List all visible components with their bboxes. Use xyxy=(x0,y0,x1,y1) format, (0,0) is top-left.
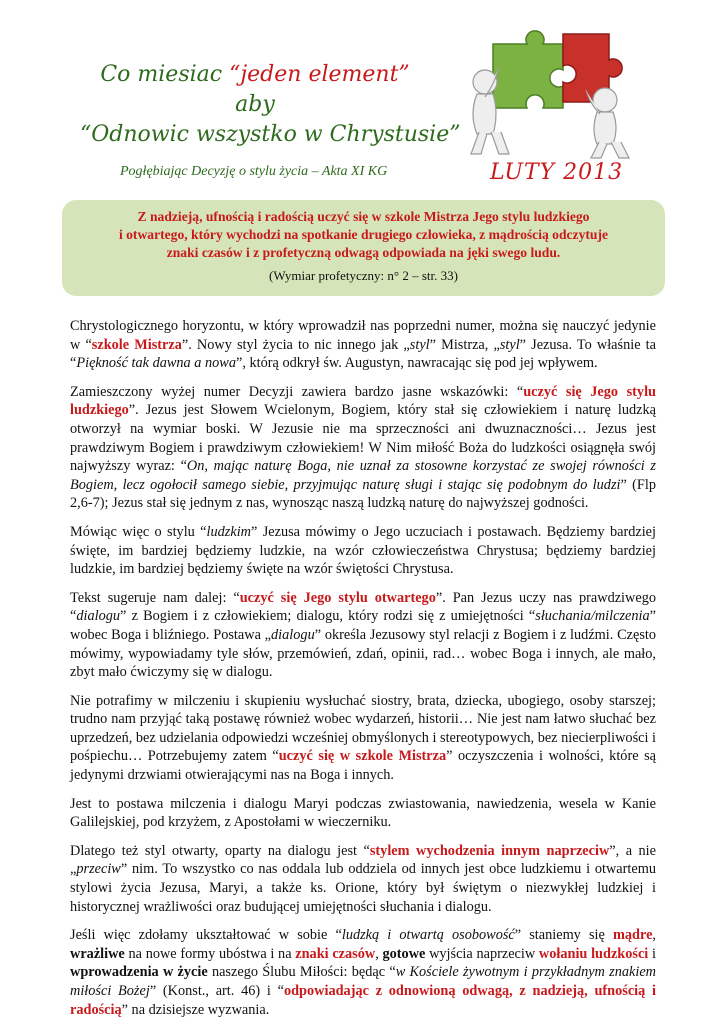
italic-run: On, mając naturę Boga, nie uznał za stosowne korzystać ze swojej równości z Bogiem, lecz ogołocił samego siebie, przyjmując naturę sługi i stając się podobnym do ludzi xyxy=(70,458,656,493)
text-run: ”, którą odkrył św. Augustyn, nawracając się pod jej wpływem. xyxy=(236,355,598,372)
text-run: , xyxy=(375,945,383,962)
keyword-highlight: mądre xyxy=(612,927,653,944)
text-run: Dlatego też styl otwarty, oparty na dialogu jest “ xyxy=(70,842,370,859)
header-title-line1 xyxy=(80,62,430,87)
keyword-highlight: uczyć się w szkole Mistrza xyxy=(278,748,447,765)
text-run: ” (Konst., art. 46) i “ xyxy=(149,983,284,999)
text-run: Chrystologicznego horyzontu, w który wprowadził nas poprzedni numer, można się nauczyć jedynie w “ xyxy=(70,318,656,353)
text-run: ”. Pan Jezus uczy nas prawdziwego “ xyxy=(70,589,656,625)
title-prefix: Co miesiac xyxy=(100,62,223,87)
paragraph-8 xyxy=(70,926,656,1019)
paragraph-5 xyxy=(70,692,656,785)
text-run: ” Jezusa mówimy o Jego uczuciach i postawach. Będziemy bardziej święte, im bardziej będziemy ludzkie, na wzór człowieczeństwa Chrystusa; będziemy bardziej ludzkie, im bardziej będziemy święte na wzór świętości Chrystusa. xyxy=(70,523,656,578)
text-run: ”. Nowy styl życia to nic innego jak „ xyxy=(181,336,410,353)
highlight-box xyxy=(62,200,665,296)
title-quote: “jeden element” xyxy=(229,62,410,87)
paragraph-6 xyxy=(70,795,656,832)
box-line-2: i otwartego, który wychodzi na spotkanie drugiego człowieka, z mądrością odczytuje xyxy=(118,227,609,242)
text-run: , xyxy=(652,927,656,944)
text-run: Jeśli więc zdołamy ukształtować w sobie “ xyxy=(70,927,342,944)
italic-run: ludzką i otwartą osobowość xyxy=(341,927,515,944)
text-run: ” Mistrza, „ xyxy=(429,336,500,353)
bold-run: wrażliwe xyxy=(70,945,125,962)
paragraph-7 xyxy=(70,842,656,916)
keyword-highlight: szkole Mistrza xyxy=(91,336,182,353)
italic-run: Piękność tak dawna a nowa xyxy=(76,355,236,372)
keyword-highlight: stylem wychodzenia innym naprzeciw xyxy=(369,842,610,859)
text-run: ”, a nie „ xyxy=(70,842,656,878)
text-run: ” wobec Boga i bliźniego. Postawa „ xyxy=(70,608,656,643)
text-run: Tekst sugeruje nam dalej: “ xyxy=(70,589,240,606)
text-run: ” Jezusa. To właśnie ta “ xyxy=(70,336,656,372)
text-run: na nowe formy ubóstwa i na xyxy=(124,945,296,962)
month-label: LUTY 2013 xyxy=(490,160,624,185)
keyword-highlight: wołaniu ludzkości xyxy=(538,945,649,962)
text-run: i xyxy=(648,945,656,962)
keyword-highlight: odpowiadając z odnowioną odwagą, z nadzieją, ufnością i radością xyxy=(70,983,657,1018)
header-title-line2: aby xyxy=(235,92,275,117)
italic-run: styl xyxy=(409,336,430,353)
italic-run: dialogu xyxy=(271,626,315,643)
paragraph-2 xyxy=(70,383,656,513)
text-run: ” (Flp 2,6-7); Jezus stał się jednym z nas, wynosząc naszą ludzką naturę do najwyższej godności. xyxy=(70,476,656,512)
text-run: ” nim. To wszystko co nas oddala lub oddziela od innych jest obce ludzkiemu i otwartemu stylowi życia Jezusa, Maryi, a także ks. Orione, który był świętym o niezwykłej ludzkiej i historycznej wrażliwości oraz budującej umiejętności słuchania i dialogu. xyxy=(70,861,656,915)
text-run: ”. Jezus jest Słowem Wcielonym, Bogiem, który stał się człowiekiem i naturę ludzką otworzył na wymiar boski. W Jezusie nie ma sprzeczności ani dwuznaczności… Jezus jest prawdziwym Bogiem i prawdziwym człowiekiem! W Nim miłość Boża do ludzkości osiągnęła swój najwyższy wyraz: “ xyxy=(70,402,656,475)
bold-run: gotowe xyxy=(382,945,426,962)
text-run: Mówiąc więc o stylu “ xyxy=(70,523,207,540)
puzzle-piece-green-icon xyxy=(493,31,563,108)
header-title-line3: “Odnowic wszystko w Chrystusie” xyxy=(80,122,461,147)
box-line-1: Z nadzieją, ufnością i radością uczyć się w szkole Mistrza Jego stylu ludzkiego xyxy=(137,209,590,224)
text-run: wyjścia naprzeciw xyxy=(425,945,539,962)
text-run: naszego Ślubu Miłości: będąc “ xyxy=(207,964,396,981)
keyword-highlight: uczyć się Jego stylu ludzkiego xyxy=(70,383,656,419)
italic-run: styl xyxy=(499,336,520,353)
text-run: Nie potrafimy w milczeniu i skupieniu wysłuchać siostry, brata, dziecka, ubogiego, osoby starszej; trudno nam przyjąć taką postawę również wobec wydarzeń, historii… Nie jest nam łatwo słuchać bez uprzedzeń, bez udzielania odpowiedzi wcześniej obmyślonych i stereotypowych, bez niecierpliwości i pośpiechu… Potrzebujemy zatem “ xyxy=(70,692,656,765)
italic-run: dialogu xyxy=(76,608,121,625)
document-body xyxy=(70,317,656,1029)
text-run: ” określa Jezusowy styl relacji z Bogiem i z ludźmi. Często mówimy, wypowiadamy tyle słów, przemówień, zdań, opinii, rad… wobec Boga i innych, ale mało, zbyt mało ćwiczymy się w dialogu. xyxy=(70,626,657,681)
paragraph-3 xyxy=(70,523,656,579)
paragraph-1 xyxy=(70,317,656,373)
puzzle-figures-illustration xyxy=(455,22,640,162)
text-run: Jest to postawa milczenia i dialogu Maryi podczas zwiastowania, nawiedzenia, wesela w Kanie Galilejskiej, pod krzyżem, z Apostołami w wieczerniku. xyxy=(70,795,656,831)
italic-run: w Kościele żywotnym i przykładnym znakiem miłości Bożej xyxy=(70,964,656,999)
box-reference: (Wymiar profetyczny: n° 2 – str. 33) xyxy=(269,268,458,283)
keyword-highlight: znaki czasów xyxy=(295,945,376,962)
text-run: ” oczyszczenia i wolności, które są jedynymi drzwiami otwierającymi nas na Boga i innych. xyxy=(70,748,656,784)
italic-run: przeciw xyxy=(76,861,121,878)
paragraph-4 xyxy=(70,589,656,682)
keyword-highlight: uczyć się Jego stylu otwartego xyxy=(239,589,436,606)
box-line-3: znaki czasów i z profetyczną odwagą odpowiada na jęki swego ludu. xyxy=(166,245,561,260)
bold-run: wprowadzenia w życie xyxy=(70,964,208,981)
text-run: ” z Bogiem i z człowiekiem; dialogu, który rodzi się z umiejętności “ xyxy=(120,608,536,625)
text-run: Zamieszczony wyżej numer Decyzji zawiera bardzo jasne wskazówki: “ xyxy=(70,383,524,400)
text-run: ” staniemy się xyxy=(514,927,613,944)
text-run: ” na dzisiejsze wyzwania. xyxy=(121,1001,270,1018)
header-subtitle: Pogłębiając Decyzję o stylu życia – Akta XI KG xyxy=(120,164,388,179)
italic-run: ludzkim xyxy=(206,523,251,540)
italic-run: słuchania/milczenia xyxy=(535,608,650,625)
